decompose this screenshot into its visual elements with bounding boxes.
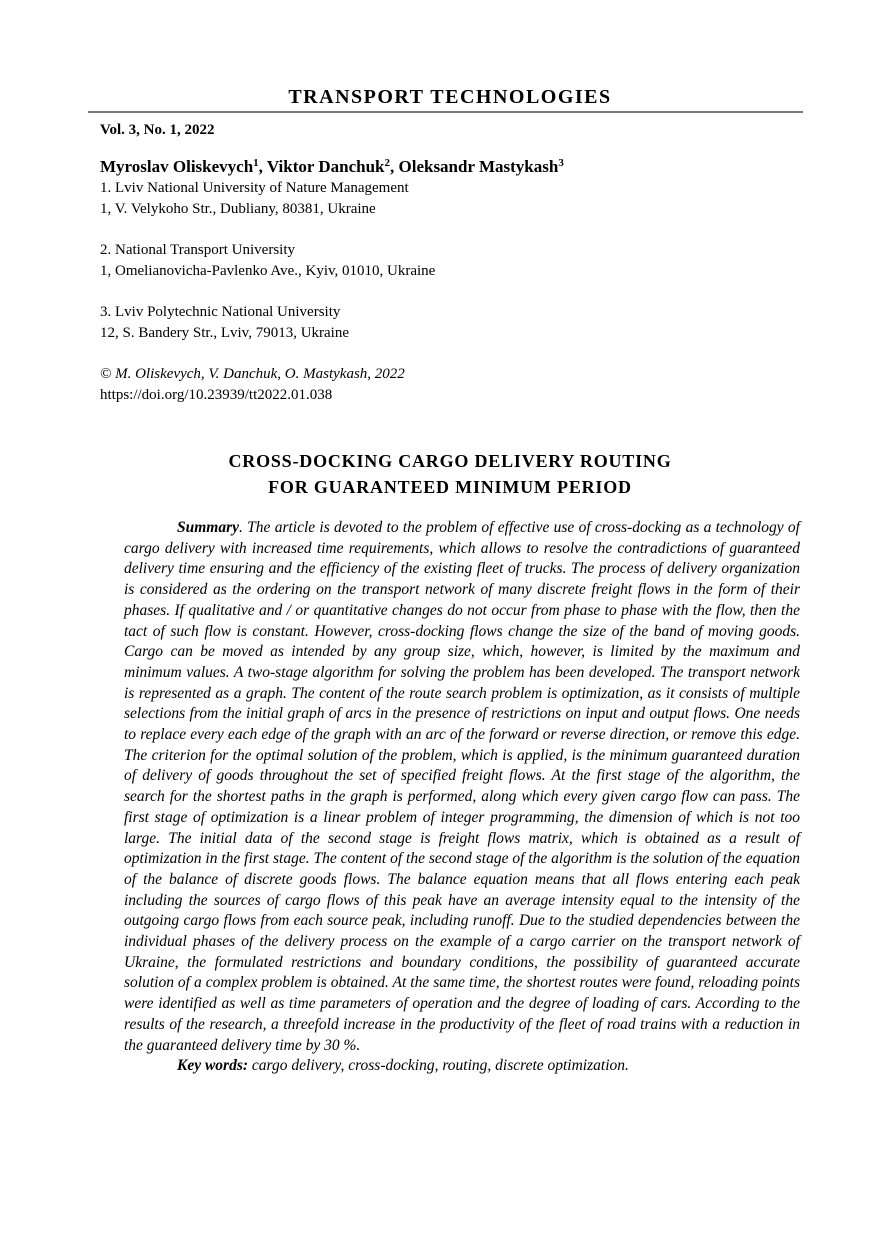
affiliation-org: 2. National Transport University — [100, 242, 295, 258]
article-title-line2: FOR GUARANTEED MINIMUM PERIOD — [268, 477, 632, 497]
author-superscript: 2 — [384, 157, 390, 169]
copyright-doi-block — [100, 364, 800, 406]
affiliation-address: 1, V. Velykoho Str., Dubliany, 80381, Ukraine — [100, 201, 376, 217]
article-title — [100, 448, 800, 500]
summary-paragraph — [124, 518, 800, 1056]
author-separator: , — [390, 157, 399, 176]
summary-text: . The article is devoted to the problem of effective use of cross-docking as a technology of cargo delivery with increased time requirements, which allows to resolve the contradictions of guaranteed delivery time ensuring and the efficiency of the existing fleet of trucks. The process of delivery organization is considered as the ordering on the transport network of many discrete freight flows in the form of their phases. If qualitative and / or quantitative changes do not occur from phase to phase with the flow, then the tact of such flow is constant. However, cross-docking flows change the size of the band of moving goods. Cargo can be moved as intended by any group size, which, however, is limited by the maximum and minimum values. A two-stage algorithm for solving the problem has been developed. The transport network is represented as a graph. The content of the route search problem is optimization, as it consists of multiple selections from the initial graph of arcs in the presence of restrictions on input and output flows. One needs to replace every each edge of the graph with an arc of the forward or reverse direction, or remove this edge. The criterion for the optimal solution of the problem, which is applied, is the minimum guaranteed duration of delivery of goods throughout the set of specified freight flows. At the first stage of the algorithm, the search for the shortest paths in the graph is performed, along which every given cargo flow can pass. The first stage of optimization is a linear problem of integer programming, the dimension of which is not too large. The initial data of the second stage is freight flows matrix, which is obtained as a result of optimization in the first stage. The content of the second stage of the algorithm is the solution of the equation of the balance of discrete goods flows. The balance equation means that all flows entering each peak including the sources of cargo flows of this peak have an average intensity equal to the intensity of the outgoing cargo flows from each source peak, including runoff. Due to the studied dependencies between the individual phases of the delivery process on the example of a cargo carrier on the transport network of Ukraine, the formulated restrictions and boundary conditions, the possibility of guaranteed accurate solution of a complex problem is obtained. At the same time, the shortest routes were found, reloading points were identified as well as time parameters of operation and the degree of loading of cars. According to the results of the research, a threefold increase in the productivity of the fleet of road trains with a reduction in the guaranteed delivery time by 30 %. — [124, 519, 800, 1054]
keywords-label: Key words: — [177, 1057, 249, 1075]
author-name: Oleksandr Mastykash — [398, 157, 559, 176]
article-title-line1: CROSS-DOCKING CARGO DELIVERY ROUTING — [228, 451, 672, 471]
header-rule — [88, 111, 803, 113]
issue-info: Vol. 3, No. 1, 2022 — [100, 122, 215, 138]
author-superscript: 3 — [558, 157, 564, 169]
keywords-text: cargo delivery, cross-docking, routing, discrete optimization. — [248, 1057, 629, 1075]
author-name: Viktor Danchuk — [266, 157, 385, 176]
keywords-paragraph — [124, 1056, 800, 1077]
journal-header — [100, 86, 800, 140]
affiliation-org: 1. Lviv National University of Nature Management — [100, 180, 409, 196]
affiliation-address: 1, Omelianovicha-Pavlenko Ave., Kyiv, 01010, Ukraine — [100, 263, 436, 279]
author-superscript: 1 — [253, 157, 259, 169]
doi-line: https://doi.org/10.23939/tt2022.01.038 — [100, 387, 333, 403]
affiliation-block — [100, 240, 800, 282]
author-separator: , — [258, 157, 267, 176]
affiliation-org: 3. Lviv Polytechnic National University — [100, 304, 341, 320]
author-name: Myroslav Oliskevych — [100, 157, 254, 176]
affiliation-block — [100, 178, 800, 220]
journal-title: TRANSPORT TECHNOLOGIES — [288, 86, 612, 108]
affiliation-address: 12, S. Bandery Str., Lviv, 79013, Ukraine — [100, 325, 350, 341]
copyright-line: © M. Oliskevych, V. Danchuk, O. Mastykash, 2022 — [100, 366, 405, 382]
authors-line — [100, 156, 800, 178]
affiliation-block — [100, 302, 800, 344]
summary-label: Summary — [177, 519, 240, 536]
